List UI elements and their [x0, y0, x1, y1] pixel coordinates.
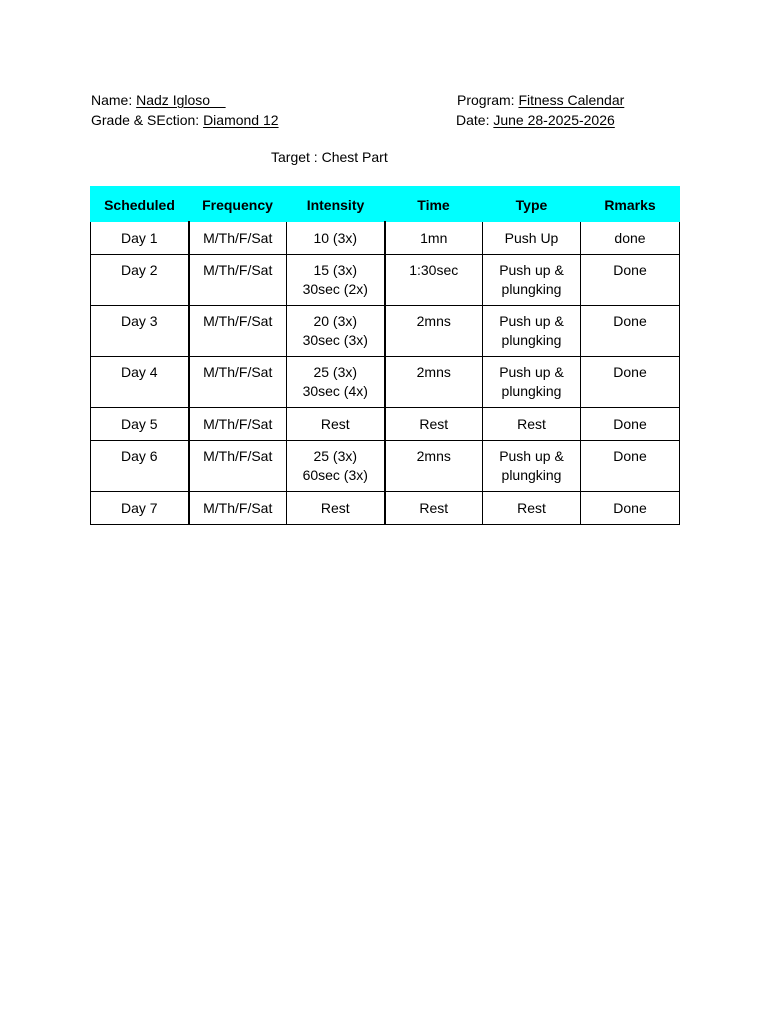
cell-type — [483, 222, 581, 255]
table-row — [91, 408, 680, 441]
cell-intensity-line: 10 (3x) — [313, 230, 358, 246]
cell-intensity-line: 30sec (3x) — [302, 332, 368, 348]
cell-intensity-line: 15 (3x) — [313, 262, 358, 278]
cell-time: Rest — [385, 492, 483, 525]
column-header-frequency: Frequency — [189, 187, 287, 222]
cell-remarks: Done — [581, 306, 680, 357]
cell-frequency: M/Th/F/Sat — [189, 255, 287, 306]
name-field — [91, 92, 226, 108]
cell-scheduled: Day 6 — [91, 441, 189, 492]
cell-time: 2mns — [385, 357, 483, 408]
date-value: June 28-2025-2026 — [493, 112, 615, 128]
cell-type-line: plungking — [501, 467, 562, 483]
cell-intensity — [287, 222, 385, 255]
cell-remarks: Done — [581, 255, 680, 306]
cell-intensity-line: Rest — [320, 416, 350, 432]
cell-scheduled: Day 5 — [91, 408, 189, 441]
cell-type-line: Push up & — [499, 313, 564, 329]
cell-scheduled: Day 3 — [91, 306, 189, 357]
date-label: Date: — [456, 112, 494, 128]
cell-time: Rest — [385, 408, 483, 441]
table-header-row — [91, 187, 680, 222]
table-row — [91, 357, 680, 408]
cell-type-line: Push Up — [504, 230, 559, 246]
cell-remarks: done — [581, 222, 680, 255]
cell-intensity-line: 20 (3x) — [313, 313, 358, 329]
name-value: Nadz Igloso — [136, 92, 226, 108]
cell-intensity — [287, 408, 385, 441]
column-header-type: Type — [483, 187, 581, 222]
cell-frequency: M/Th/F/Sat — [189, 357, 287, 408]
cell-intensity — [287, 492, 385, 525]
cell-type-line: Rest — [517, 416, 546, 432]
program-value: Fitness Calendar — [518, 92, 625, 108]
program-field — [457, 92, 624, 108]
cell-type-line: plungking — [501, 281, 562, 297]
cell-scheduled: Day 2 — [91, 255, 189, 306]
cell-intensity-line: 60sec (3x) — [302, 467, 368, 483]
table-row — [91, 492, 680, 525]
cell-intensity-line: Rest — [320, 500, 350, 516]
grade-section-label: Grade & SEction: — [91, 112, 204, 128]
cell-type-line: Push up & — [499, 364, 564, 380]
cell-type-line: Rest — [517, 500, 546, 516]
column-header-scheduled: Scheduled — [91, 187, 189, 222]
cell-time: 2mns — [385, 306, 483, 357]
cell-scheduled: Day 7 — [91, 492, 189, 525]
cell-frequency: M/Th/F/Sat — [189, 408, 287, 441]
cell-type-line: plungking — [501, 332, 562, 348]
cell-frequency: M/Th/F/Sat — [189, 222, 287, 255]
cell-frequency: M/Th/F/Sat — [189, 441, 287, 492]
cell-frequency: M/Th/F/Sat — [189, 492, 287, 525]
program-label: Program: — [457, 92, 519, 108]
cell-remarks: Done — [581, 492, 680, 525]
cell-time: 1mn — [385, 222, 483, 255]
cell-time: 1:30sec — [385, 255, 483, 306]
cell-intensity-line: 30sec (2x) — [302, 281, 368, 297]
cell-type — [483, 441, 581, 492]
table-row — [91, 441, 680, 492]
table-row — [91, 306, 680, 357]
cell-scheduled: Day 1 — [91, 222, 189, 255]
cell-type-line: plungking — [501, 383, 562, 399]
date-field — [456, 112, 615, 128]
target-line: Target : Chest Part — [271, 149, 388, 165]
cell-type — [483, 357, 581, 408]
cell-remarks: Done — [581, 408, 680, 441]
cell-type-line: Push up & — [499, 448, 564, 464]
cell-type — [483, 255, 581, 306]
cell-remarks: Done — [581, 357, 680, 408]
column-header-time: Time — [385, 187, 483, 222]
table-row — [91, 255, 680, 306]
cell-type — [483, 492, 581, 525]
schedule-table — [90, 186, 680, 525]
cell-intensity-line: 25 (3x) — [313, 448, 358, 464]
cell-intensity-line: 25 (3x) — [313, 364, 358, 380]
cell-type-line: Push up & — [499, 262, 564, 278]
column-header-remarks: Rmarks — [581, 187, 680, 222]
name-label: Name: — [91, 92, 137, 108]
cell-intensity — [287, 255, 385, 306]
grade-section-field — [91, 112, 279, 128]
column-header-intensity: Intensity — [287, 187, 385, 222]
cell-intensity — [287, 441, 385, 492]
cell-frequency: M/Th/F/Sat — [189, 306, 287, 357]
cell-time: 2mns — [385, 441, 483, 492]
cell-intensity — [287, 306, 385, 357]
cell-scheduled: Day 4 — [91, 357, 189, 408]
cell-intensity — [287, 357, 385, 408]
cell-type — [483, 306, 581, 357]
cell-intensity-line: 30sec (4x) — [302, 383, 368, 399]
table-row — [91, 222, 680, 255]
cell-remarks: Done — [581, 441, 680, 492]
cell-type — [483, 408, 581, 441]
grade-section-value: Diamond 12 — [203, 112, 279, 128]
